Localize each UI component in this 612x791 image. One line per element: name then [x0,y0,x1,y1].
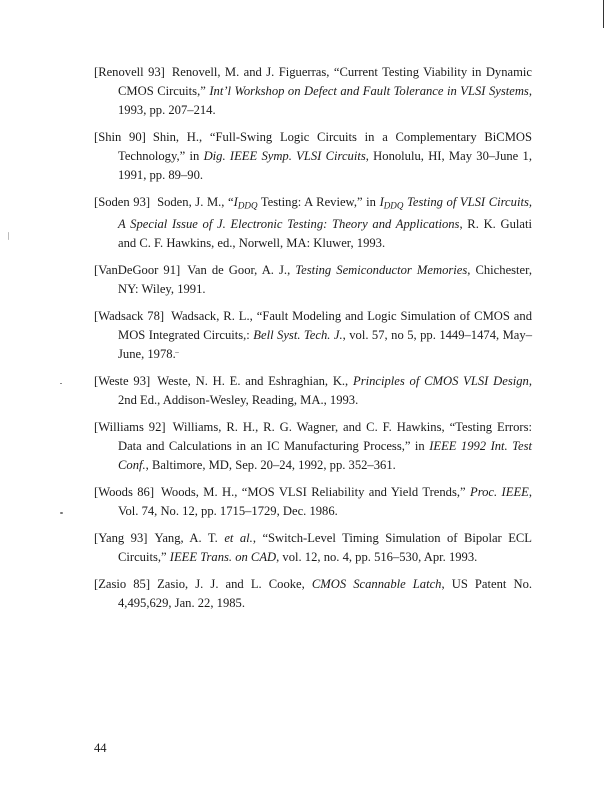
plain-text: Yang, A. T. [154,531,225,546]
reference-text [118,130,532,182]
scan-speck [60,383,62,384]
plain-text: , Vol. 74, No. 12, pp. 1715–1729, Dec. 1986. [118,485,532,519]
plain-text: , 1993, pp. 207–214. [118,84,532,117]
plain-text: , Baltimore, MD, Sep. 20–24, 1992, pp. 352–361. [145,458,396,473]
plain-text: Testing: A Review,” in [257,195,380,209]
plain-text: , “Switch-Level Timing Simulation of Bipolar ECL Circuits,” [118,531,532,565]
italic-text: Testing of VLSI Circuits, A Special Issue of J. Electronic Testing: Theory and Applications [118,195,532,232]
plain-text: Shin, H., “Full-Swing Logic Circuits in a Complementary BiCMOS Technology,” in [118,130,532,163]
reference-text [118,420,532,472]
reference-entry [94,372,532,410]
reference-entry [94,529,532,567]
plain-text: , vol. 57, no 5, pp. 1449–1474, May–June, 1978. [118,328,532,362]
italic-text: Testing Semiconductor Memories [295,263,468,278]
reference-entry [94,418,532,475]
italic-text: Principles of CMOS VLSI Design [353,374,529,389]
reference-entry [94,483,532,521]
plain-text: Woods, M. H., “MOS VLSI Reliability and Yield Trends,” [161,485,470,500]
reference-text [118,531,532,564]
italic-text: IEEE 1992 Int. Test Conf. [118,439,533,473]
italic-text: CMOS Scannable Latch [311,577,442,592]
italic-text: Bell Syst. Tech. J. [253,328,343,343]
reference-entry [94,128,532,185]
reference-text [118,195,532,250]
italic-text: Int’l Workshop on Defect and Fault Tolerance in VLSI Systems [209,84,529,98]
plain-text: , Chichester, NY: Wiley, 1991. [118,263,532,297]
italic-text: I [233,195,238,209]
scan-edge-mark [603,0,604,28]
reference-text [118,65,532,117]
plain-text: Renovell, M. and J. Figuerras, “Current Testing Viability in Dynamic CMOS Circuits,” [118,65,532,98]
reference-tag: [Yang 93] [94,531,148,546]
scan-speck [8,232,9,240]
italic-text: I [379,195,384,209]
plain-text: Soden, J. M., “ [157,195,234,209]
plain-text: , vol. 12, no. 4, pp. 516–530, Apr. 1993. [276,550,478,565]
italic-text: Proc. IEEE [470,485,529,500]
plain-text: Williams, R. H., R. G. Wagner, and C. F. Hawkins, “Testing Errors: Data and Calculations in an IC Manufacturing Process,” in [118,420,532,454]
plain-text: Van de Goor, A. J., [187,263,296,278]
plain-text: Weste, N. H. E. and Eshraghian, K., [157,374,353,389]
reference-tag: [Zasio 85] [94,577,151,592]
reference-text [118,577,532,610]
reference-tag: [VanDeGoor 91] [94,263,181,278]
subscript-text: DDQ [237,200,258,211]
plain-text: , Honolulu, HI, May 30–June 1, 1991, pp. 89–90. [118,149,532,182]
reference-text [118,309,532,361]
italic-text: IEEE Trans. on CAD [169,550,277,565]
reference-entry [94,307,532,364]
plain-text: Zasio, J. J. and L. Cooke, [157,577,312,592]
reference-text [118,485,532,518]
reference-tag: [Woods 86] [94,485,155,500]
reference-text [118,374,532,407]
reference-tag: [Weste 93] [94,374,151,389]
scan-speck [60,512,63,514]
italic-text: Dig. IEEE Symp. VLSI Circuits [203,149,366,163]
reference-tag: [Shin 90] [94,130,146,144]
plain-text: Wadsack, R. L., “Fault Modeling and Logic Simulation of CMOS and MOS Integrated Circuits,: [118,309,532,343]
reference-tag: [Renovell 93] [94,65,165,79]
reference-tag: [Wadsack 78] [94,309,165,324]
reference-tag: [Williams 92] [94,420,166,435]
reference-list [94,63,532,621]
reference-entry [94,261,532,299]
plain-text: , US Patent No. 4,495,629, Jan. 22, 1985. [118,577,533,611]
reference-text [118,263,532,296]
plain-text: , 2nd Ed., Addison-Wesley, Reading, MA., 1993. [118,374,532,408]
reference-entry [94,63,532,120]
page-number: 44 [94,741,107,755]
plain-text: , R. K. Gulati and C. F. Hawkins, ed., Norwell, MA: Kluwer, 1993. [118,217,532,251]
italic-text: et al. [224,531,253,546]
subscript-text: DDQ [383,200,404,211]
reference-entry [94,575,532,613]
reference-entry [94,193,532,253]
reference-tag: [Soden 93] [94,195,151,209]
